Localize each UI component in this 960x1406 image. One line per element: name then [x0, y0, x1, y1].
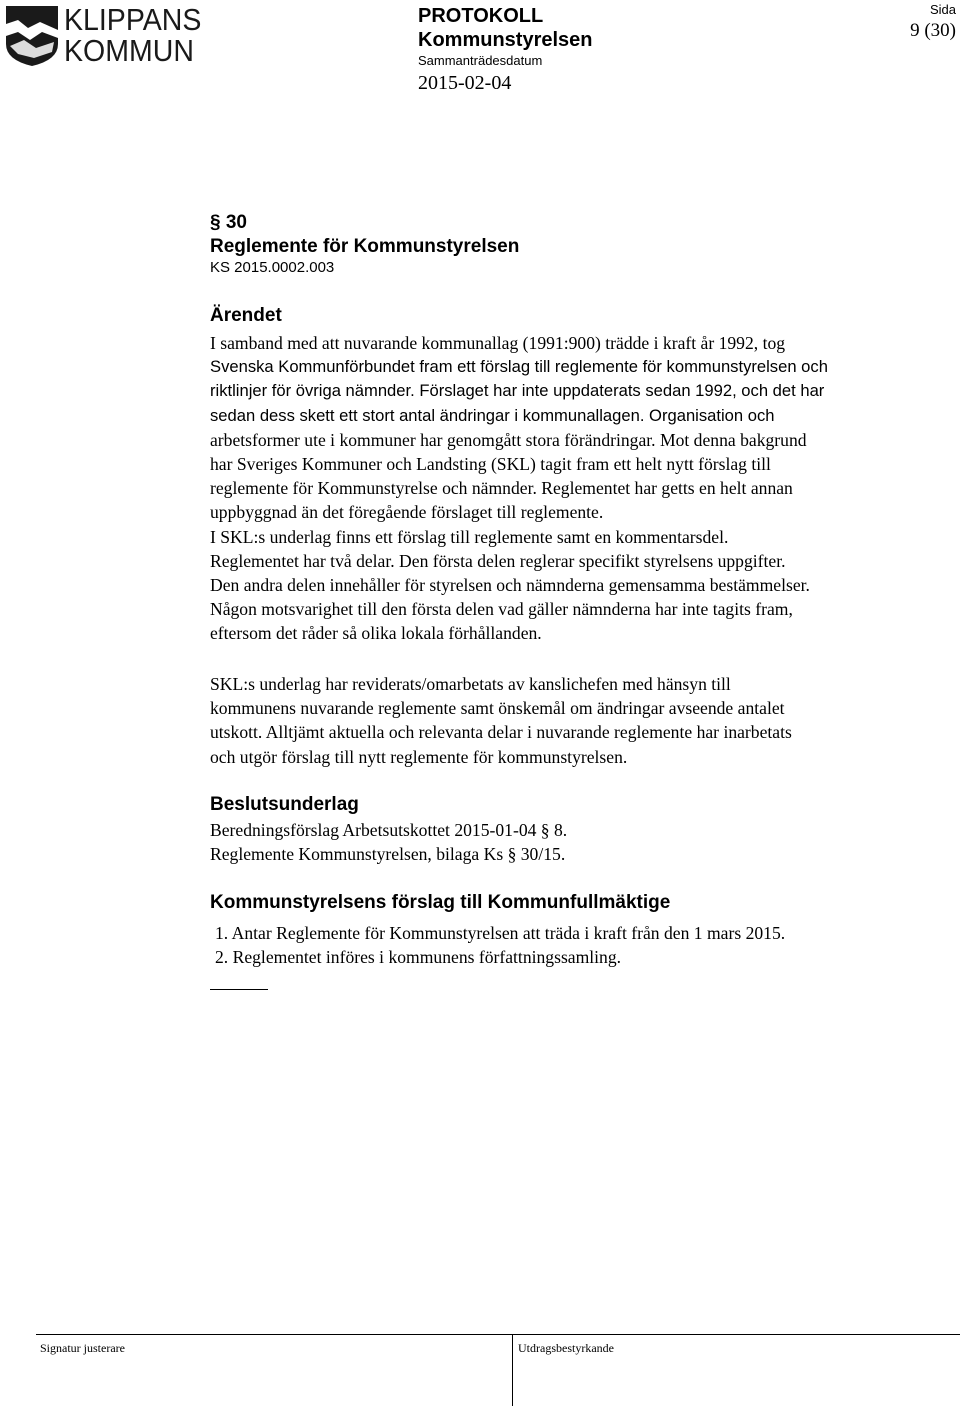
page-number: 9 (30) [910, 20, 956, 41]
paragraph-line: I SKL:s underlag finns ett förslag till reglemente samt en kommentarsdel. [210, 526, 729, 547]
proposal-item: 2. Reglementet införes i kommunens författningssamling. [215, 947, 622, 968]
basis-item: Reglemente Kommunstyrelsen, bilaga Ks § 30/15. [210, 844, 566, 865]
page-indicator [910, 2, 956, 44]
municipality-logo [4, 4, 216, 68]
signature-label: Signatur justerare [40, 1341, 125, 1355]
logo-line-1: KLIPPANS [64, 2, 202, 37]
paragraph-line: och utgör förslag till nytt reglemente för kommunstyrelsen. [210, 746, 628, 767]
body-name: Kommunstyrelsen [418, 29, 593, 51]
paragraph-line: Svenska Kommunförbundet fram ett förslag till reglemente för kommunstyrelsen och [210, 357, 828, 377]
basis-item: Beredningsförslag Arbetsutskottet 2015-01-04 § 8. [210, 820, 568, 840]
section-heading [210, 210, 940, 278]
paragraph-line: arbetsformer ute i kommuner har genomgått stora förändringar. Mot denna bakgrund [210, 429, 807, 450]
paragraph-line: SKL:s underlag har reviderats/omarbetats av kanslichefen med hänsyn till [210, 674, 731, 694]
footer-divider [512, 1334, 513, 1406]
arendet-paragraph-2 [210, 672, 945, 769]
paragraph-line: sedan dess skett ett stort antal ändringar i kommunallagen. Organisation och [210, 405, 775, 425]
arendet-heading: Ärendet [210, 305, 282, 326]
logo-wordmark [64, 4, 201, 66]
paragraph-line: I samband med att nuvarande kommunallag (1991:900) trädde i kraft år 1992, tog [210, 333, 786, 353]
document-header [418, 4, 593, 96]
klippan-shield-icon [4, 4, 60, 68]
arendet-paragraph-1 [210, 331, 945, 646]
section-title: Reglemente för Kommunstyrelsen [210, 236, 520, 257]
section-number: § 30 [210, 212, 247, 233]
paragraph-line: uppbyggnad än det föregående förslaget till reglemente. [210, 502, 604, 523]
proposal-item: 1. Antar Reglemente för Kommunstyrelsen att träda i kraft från den 1 mars 2015. [215, 923, 786, 943]
paragraph-line: Någon motsvarighet till den första delen vad gäller nämnderna har inte tagits fram, [210, 599, 793, 620]
paragraph-line: reglemente för Kommunstyrelse och nämnder. Reglementet har getts en helt annan [210, 478, 793, 499]
end-rule [210, 989, 268, 990]
paragraph-line: har Sveriges Kommuner och Landsting (SKL) tagit fram ett helt nytt förslag till [210, 454, 771, 475]
paragraph-line: kommunens nuvarande reglemente samt önskemål om ändringar avseende antalet [210, 698, 785, 719]
beslutsunderlag-heading: Beslutsunderlag [210, 794, 359, 815]
footer-rule [36, 1334, 960, 1335]
paragraph-line: Den andra delen innehåller för styrelsen och nämnderna gemensamma bestämmelser. [210, 575, 810, 596]
beslutsunderlag-list [210, 818, 945, 866]
meeting-date: 2015-02-04 [418, 72, 512, 94]
page-label: Sida [929, 2, 956, 17]
logo-line-2: KOMMUN [64, 33, 194, 68]
paragraph-line: eftersom det råder så olika lokala förhållanden. [210, 623, 542, 644]
case-number: KS 2015.0002.003 [210, 259, 335, 276]
forslag-list [215, 921, 950, 969]
paragraph-line: utskott. Alltjämt aktuella och relevanta delar i nuvarande reglemente har inarbetats [210, 722, 792, 743]
date-label: Sammanträdesdatum [418, 53, 543, 68]
extract-label: Utdragsbestyrkande [518, 1341, 614, 1355]
doc-type: PROTOKOLL [418, 5, 544, 27]
paragraph-line: Reglementet har två delar. Den första delen reglerar specifikt styrelsens uppgifter. [210, 550, 786, 571]
forslag-heading: Kommunstyrelsens förslag till Kommunfullmäktige [210, 892, 671, 913]
paragraph-line: riktlinjer för övriga nämnder. Förslaget har inte uppdaterats sedan 1992, och det har [210, 381, 825, 401]
